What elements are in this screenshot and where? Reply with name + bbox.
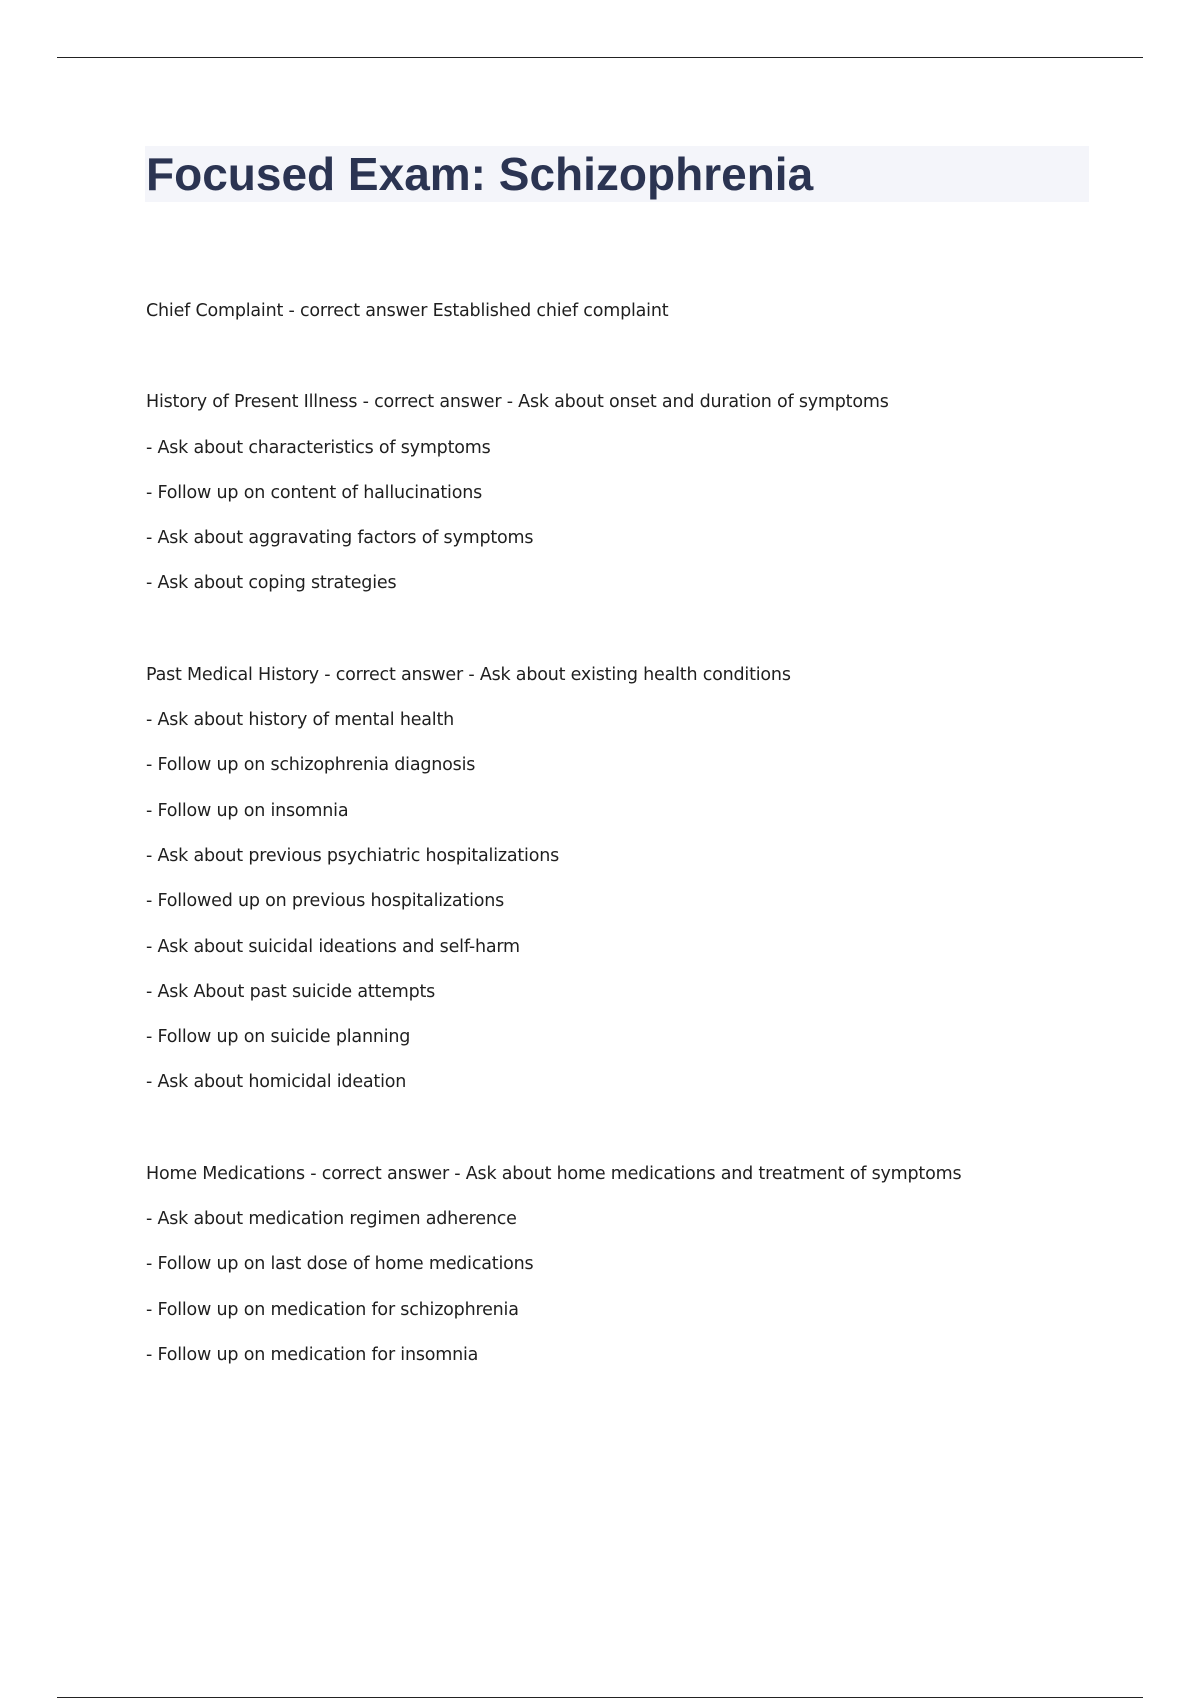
list-item: - Ask about previous psychiatric hospitalizations xyxy=(146,845,560,866)
list-item: - Follow up on suicide planning xyxy=(146,1027,411,1048)
list-item: - Follow up on medication for schizophrenia xyxy=(146,1299,519,1320)
list-item: - Follow up on content of hallucinations xyxy=(146,482,483,503)
list-item: - Ask about history of mental health xyxy=(146,710,455,731)
list-item: - Ask about coping strategies xyxy=(146,573,397,594)
list-item: - Ask About past suicide attempts xyxy=(146,981,436,1002)
section-heading: History of Present Illness - correct answer - Ask about onset and duration of symptoms xyxy=(146,392,889,413)
section-home-medications xyxy=(146,1152,1086,1378)
list-item: - Ask about suicidal ideations and self-harm xyxy=(146,936,520,957)
list-item: - Followed up on previous hospitalizations xyxy=(146,891,505,912)
list-item: - Follow up on schizophrenia diagnosis xyxy=(146,755,476,776)
document-body xyxy=(146,289,1086,1424)
section-chief-complaint xyxy=(146,289,1086,334)
section-heading: Past Medical History - correct answer - Ask about existing health conditions xyxy=(146,664,791,685)
list-item: - Follow up on last dose of home medications xyxy=(146,1254,534,1275)
top-rule xyxy=(57,57,1143,58)
section-history-present-illness xyxy=(146,380,1086,606)
section-heading: Chief Complaint - correct answer Established chief complaint xyxy=(146,301,669,321)
list-item: - Follow up on insomnia xyxy=(146,800,349,821)
list-item: - Ask about characteristics of symptoms xyxy=(146,437,491,458)
page-title: Focused Exam: Schizophrenia xyxy=(146,148,814,200)
section-past-medical-history xyxy=(146,653,1086,1106)
list-item: - Ask about aggravating factors of symptoms xyxy=(146,528,534,549)
list-item: - Follow up on medication for insomnia xyxy=(146,1344,479,1365)
list-item: - Ask about medication regimen adherence xyxy=(146,1209,517,1230)
section-heading: Home Medications - correct answer - Ask about home medications and treatment of symptoms xyxy=(146,1163,962,1184)
list-item: - Ask about homicidal ideation xyxy=(146,1072,407,1093)
bottom-rule xyxy=(57,1697,1143,1698)
